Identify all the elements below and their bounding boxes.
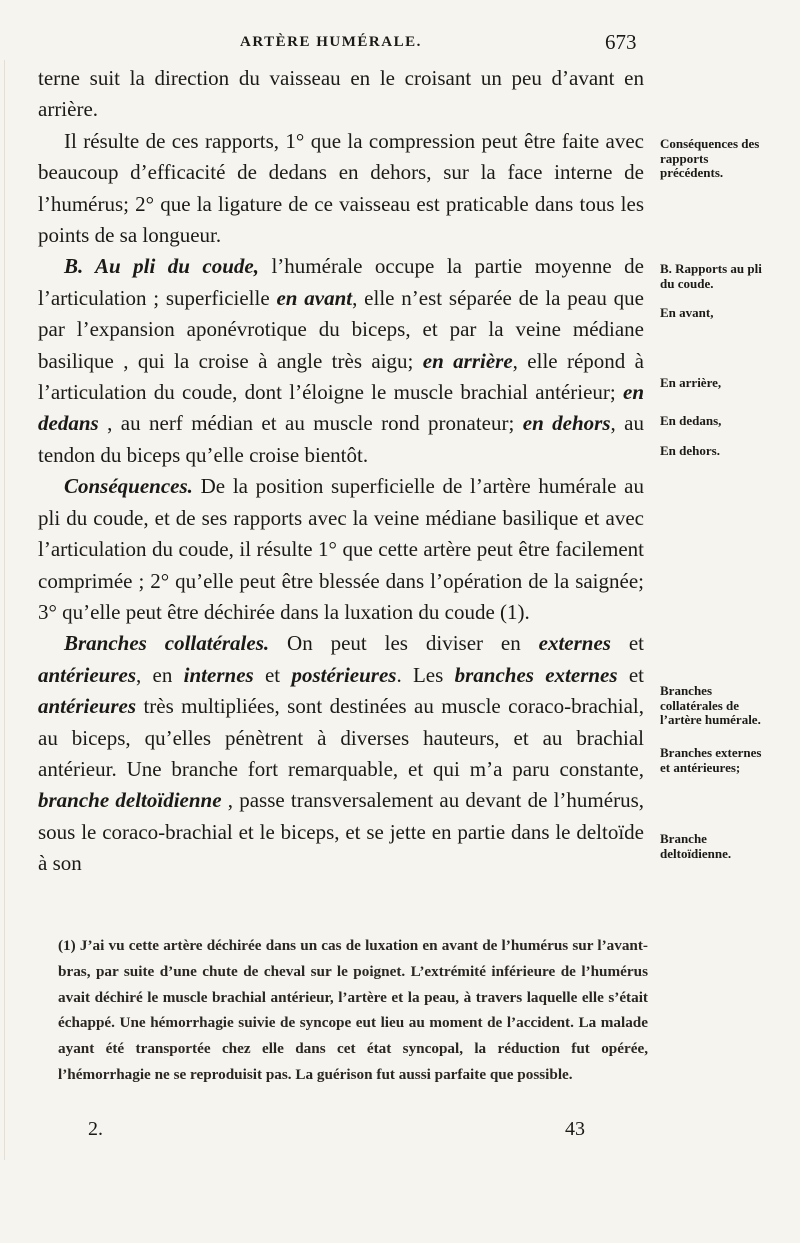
paragraph-4-text: De la position superficielle de l’artère humérale au pli du coude, et de ses rapports avec la veine médiane basilique et avec l’articulation du coude, il résulte 1° que cette artère peut être facilement comprimée ; 2° qu’elle peut être blessée dans l’opération de la saignée; 3° qu’elle peut être déchirée dans la luxation du coude (1). [38,474,644,624]
paragraph-5-text-g: très multipliées, sont destinées au muscle coraco-brachial, au biceps, qu’elles pénètrent à diverses hauteurs, et au brachial antérieur. Une branche fort remarquable, et qui m’a paru constante, [38,694,644,781]
margin-note-en-avant: En avant, [660,305,714,320]
emphasis-internes: internes [183,662,254,687]
paragraph-5-text-h: , passe transversalement au devant de l’humérus, sous le coraco-brachial et le biceps, et se jette en partie dans le deltoïde à son [38,788,644,876]
paragraph-3-text-b: , elle n’est séparée de la peau que par l’expansion aponévrotique du biceps, et par la veine médiane basilique , qui la croise à angle très aigu; [38,285,644,373]
section-heading-branches-collaterales: Branches collatérales. [64,631,270,656]
paragraph-5 [38,628,644,879]
emphasis-externes: externes [538,631,611,656]
emphasis-anterieures: antérieures [38,662,137,687]
paragraph-1 [38,63,644,126]
margin-note-branches-externes: Branches externes et antérieures; [660,745,762,775]
emphasis-branches-externes: branches externes [454,662,618,687]
margin-note-branche-deltoidienne: Branche deltoïdienne. [660,831,732,861]
emphasis-posterieures: postérieures [291,662,397,687]
paragraph-3 [38,251,644,471]
paragraph-5-text-e: . Les [396,662,455,687]
running-title: ARTÈRE HUMÉRALE. [240,34,422,50]
paragraph-5-text-f: et [617,662,645,687]
section-heading-consequences: Conséquences. [64,474,193,499]
paragraph-5-text-a: On peut les diviser en [269,631,539,656]
paragraph-2-text: Il résulte de ces rapports, 1° que la compression peut être faite avec beaucoup d’efficacité de dedans en dehors, sur la face interne de l’humérus; 2° que la ligature de ce vaisseau est praticable dans tous les points de sa longueur. [38,128,644,248]
signature-mark: 2. [88,1118,103,1140]
emphasis-en-dedans: en dedans [38,380,644,436]
paragraph-4 [38,471,644,628]
paragraph-5-text-b: et [610,631,645,656]
footnote-text: (1) J’ai vu cette artère déchirée dans un cas de luxation en avant de l’humérus sur l’avant-bras, par suite d’une chute de cheval sur le poignet. L’extrémité inférieure de l’humérus avait déchiré le muscle brachial antérieur, l’artère et la peau, à travers laquelle elle s’était échappé. Une hémorrhagie suivie de syncope eut lieu au moment de l’accident. La malade ayant été transportée chez elle dans cet état syncopal, la réduction fut opérée, l’hémorrhagie ne se reproduisit pas. La guérison fut aussi parfaite que possible. [58,937,648,1083]
paragraph-3-text-a: l’humérale occupe la partie moyenne de l’articulation ; superficielle [38,254,644,310]
emphasis-en-avant: en avant [276,285,353,310]
margin-note-en-dedans: En dedans, [660,413,722,428]
emphasis-en-dehors: en dehors [522,411,611,436]
emphasis-en-arriere: en arrière [422,348,513,373]
margin-note-en-arriere: En arrière, [660,375,722,390]
body-text [38,63,644,880]
running-head [0,30,800,58]
paragraph-1-text: terne suit la direction du vaisseau en le croisant un peu d’avant en arrière. [38,66,644,122]
paragraph-2 [38,126,644,252]
paragraph-3-text-c: , elle répond à l’articulation du coude, dont l’éloigne le muscle brachial antérieur; [38,348,645,405]
paragraph-3-text-d: , au nerf médian et au muscle rond pronateur; [98,411,523,436]
margin-note-en-dehors: En dehors. [660,443,720,458]
emphasis-anterieures-2: antérieures [38,694,137,719]
page-number: 673 [605,30,637,54]
margin-note-branches-collaterales: Branches collatérales de l’artère humérale. [660,683,761,727]
paragraph-3-text-e: , au tendon du biceps qu’elle croise bientôt. [38,411,644,467]
section-heading-pli-du-coude: B. Au pli du coude, [64,254,259,279]
paragraph-5-text-d: et [253,662,292,687]
page-edge-shadow [4,60,5,1160]
margin-note-consequences: Conséquences des rapports précédents. [660,136,760,180]
footnote [58,933,648,1088]
emphasis-branche-deltoidienne: branche deltoïdienne [38,788,222,813]
paragraph-5-text-c: , en [136,662,184,687]
sheet-number: 43 [565,1118,585,1140]
margin-note-b-rapports: B. Rapports au pli du coude. [660,261,762,291]
